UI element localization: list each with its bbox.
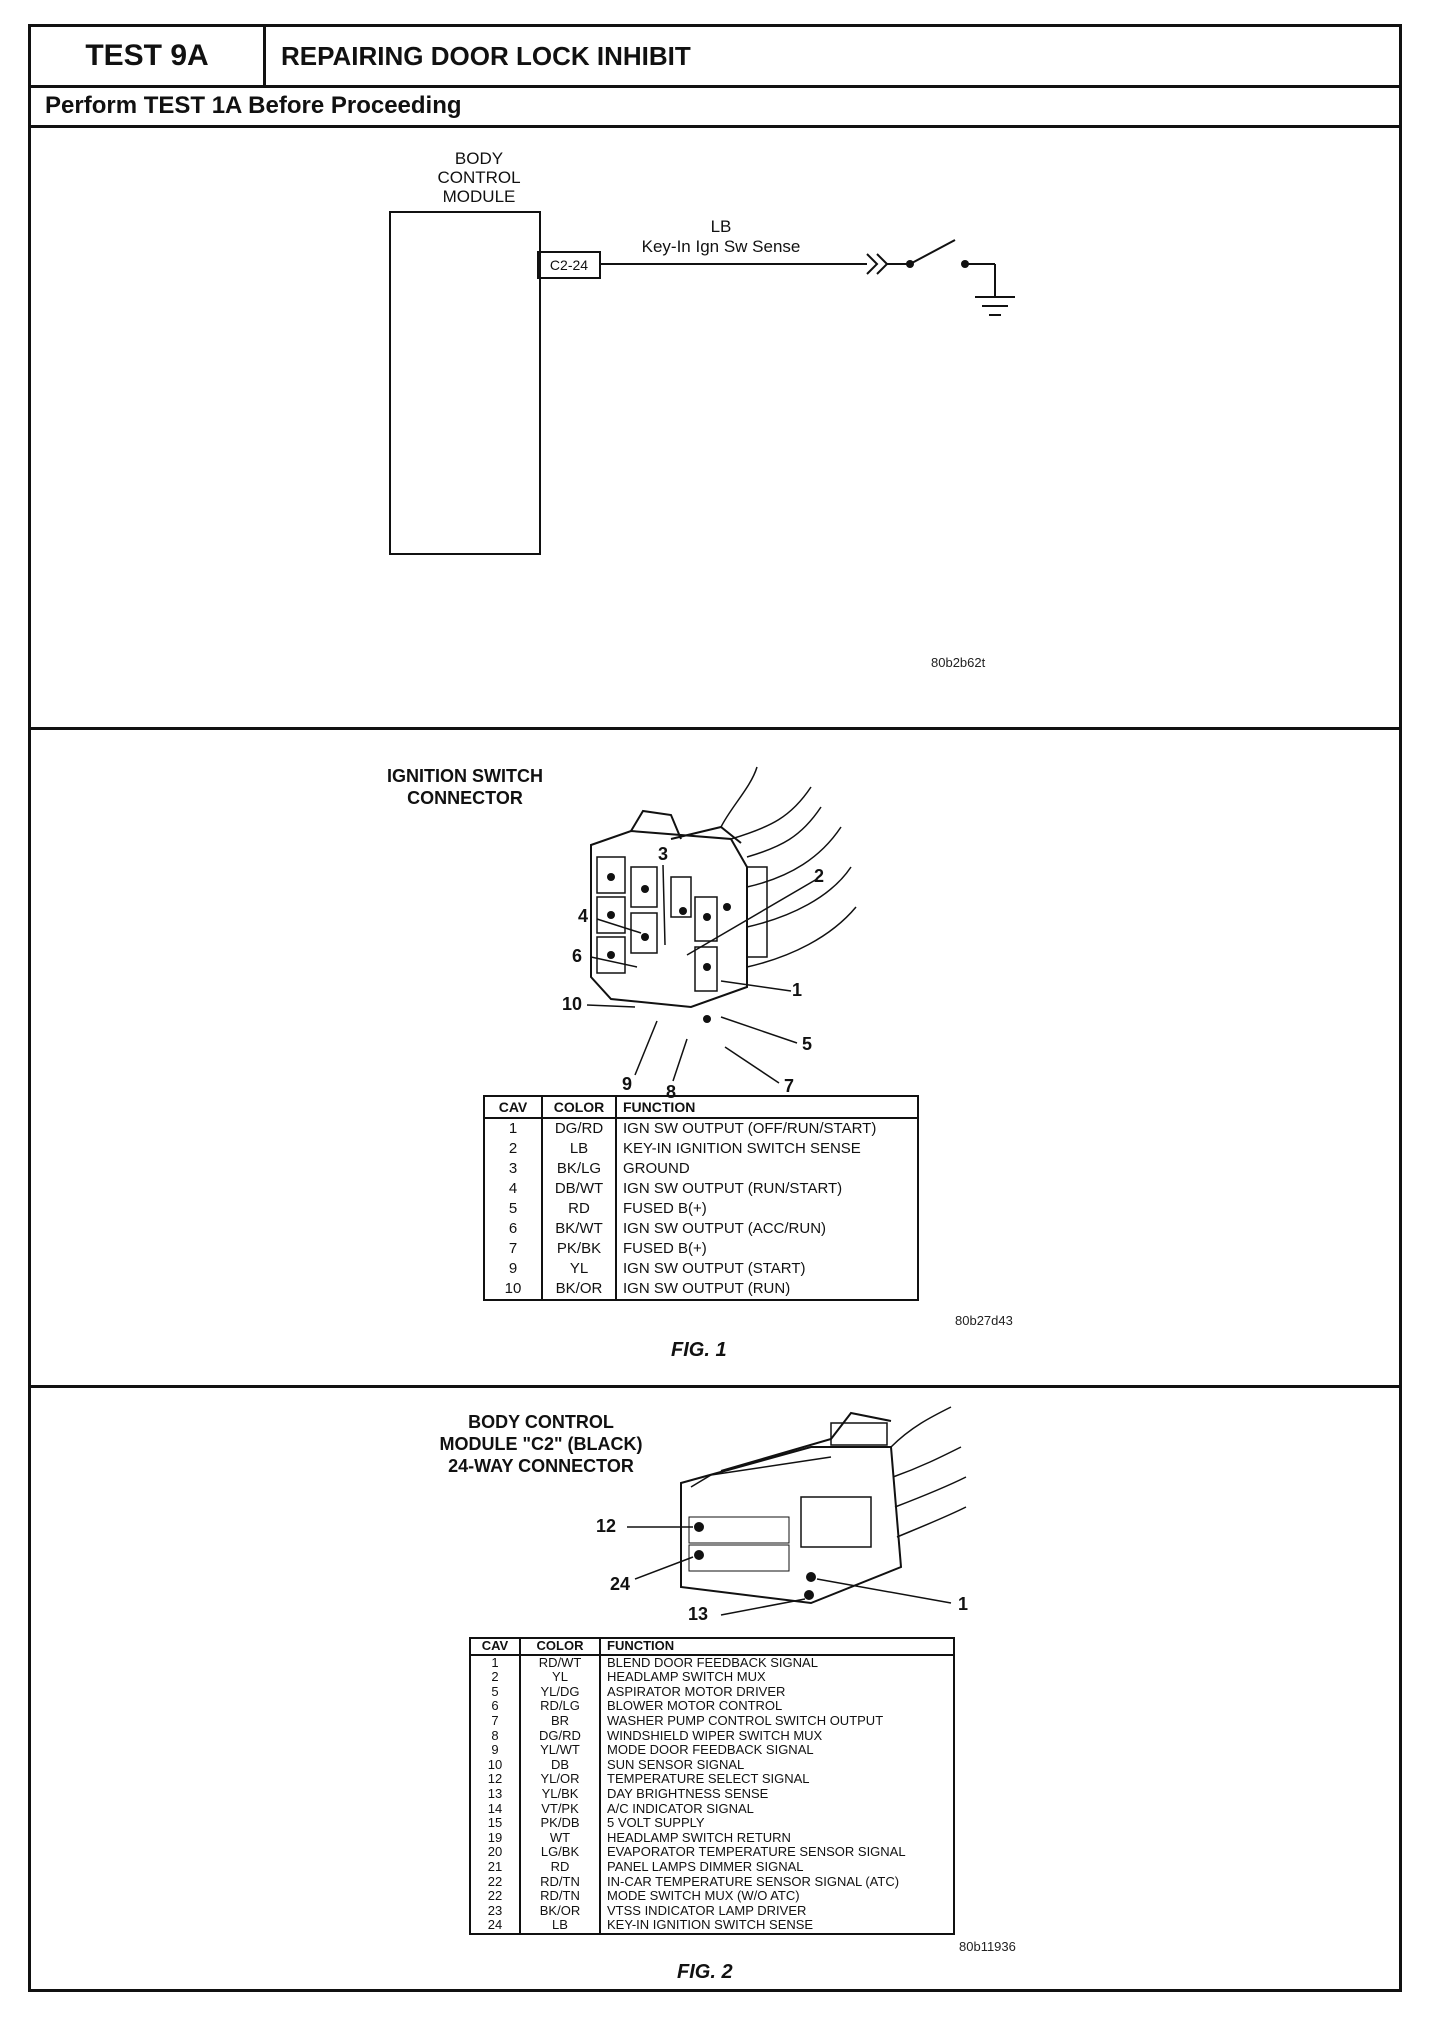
fig1-title: IGNITION SWITCH CONNECTOR (387, 766, 543, 808)
fig1-callout-9: 9 (621, 1074, 632, 1094)
cell-function: HEADLAMP SWITCH MUX (607, 1669, 766, 1685)
cell-cav: 1 (470, 1655, 520, 1671)
cell-color: PK/BK (542, 1239, 616, 1259)
table-row (470, 1875, 954, 1890)
cell-cav: 19 (470, 1831, 520, 1846)
cell-color: YL (520, 1670, 600, 1685)
col-color: COLOR (542, 1096, 616, 1118)
cell-cav: 6 (470, 1699, 520, 1714)
cell-color: YL/WT (520, 1743, 600, 1758)
cell-color: DB/WT (542, 1179, 616, 1199)
cell-function: KEY-IN IGNITION SWITCH SENSE (623, 1140, 861, 1157)
cell-function: PANEL LAMPS DIMMER SIGNAL (607, 1858, 804, 1874)
cell-cav: 5 (470, 1685, 520, 1700)
cell-color: RD/TN (520, 1889, 600, 1904)
cell-function: MODE DOOR FEEDBACK SIGNAL (607, 1742, 814, 1758)
cell-cav: 14 (470, 1802, 520, 1817)
col-function: FUNCTION (600, 1638, 954, 1655)
fig2-pin-table (469, 1637, 955, 1935)
table-row (470, 1685, 954, 1700)
cell-color: BK/OR (542, 1279, 616, 1300)
col-cav: CAV (470, 1638, 520, 1655)
fig1-callout-2: 2 (813, 866, 824, 886)
cell-cav: 12 (470, 1772, 520, 1787)
fig1-callout-1: 1 (791, 980, 802, 1000)
cell-function: 5 VOLT SUPPLY (607, 1815, 705, 1831)
table-row (470, 1816, 954, 1831)
cell-color: RD/LG (520, 1699, 600, 1714)
test-title: REPAIRING DOOR LOCK INHIBIT (281, 40, 691, 71)
cell-cav: 10 (484, 1279, 542, 1300)
cell-function: HEADLAMP SWITCH RETURN (607, 1829, 791, 1845)
cell-function: GROUND (623, 1160, 690, 1177)
cell-cav: 7 (470, 1714, 520, 1729)
table-row (470, 1729, 954, 1744)
cell-cav: 22 (470, 1889, 520, 1904)
table-row (470, 1889, 954, 1904)
table-row (470, 1699, 954, 1714)
cell-cav: 4 (484, 1179, 542, 1199)
fig2-callout-12: 12 (595, 1516, 617, 1536)
cell-function: BLEND DOOR FEEDBACK SIGNAL (607, 1654, 818, 1670)
cell-cav: 5 (484, 1199, 542, 1219)
cell-color: RD/WT (520, 1655, 600, 1671)
cell-function: DAY BRIGHTNESS SENSE (607, 1785, 769, 1801)
wire-color: LB (710, 217, 732, 236)
cell-color: BK/WT (542, 1219, 616, 1239)
test-id: TEST 9A (85, 39, 209, 72)
fig1-callout-3: 3 (657, 844, 668, 864)
cell-color: YL/BK (520, 1787, 600, 1802)
cell-cav: 20 (470, 1845, 520, 1860)
cell-function: FUSED B(+) (623, 1200, 707, 1217)
cell-color: DG/RD (542, 1118, 616, 1139)
cell-function: BLOWER MOTOR CONTROL (607, 1698, 783, 1714)
table-row (470, 1802, 954, 1817)
cell-color: LB (520, 1918, 600, 1934)
cell-function: EVAPORATOR TEMPERATURE SENSOR SIGNAL (607, 1844, 906, 1860)
cell-function: TEMPERATURE SELECT SIGNAL (607, 1771, 810, 1787)
cell-cav: 10 (470, 1758, 520, 1773)
table-row (470, 1831, 954, 1846)
cell-cav: 15 (470, 1816, 520, 1831)
fig2-title: BODY CONTROL MODULE "C2" (BLACK) 24-WAY CONNECTOR (439, 1412, 643, 1476)
cell-function: MODE SWITCH MUX (W/O ATC) (607, 1888, 800, 1904)
cell-cav: 2 (470, 1670, 520, 1685)
fig2-callout-24: 24 (609, 1574, 631, 1594)
prerequisite-note: Perform TEST 1A Before Proceeding (45, 92, 462, 119)
schematic-image-code: 80b2b62t (931, 655, 986, 670)
cell-function: IGN SW OUTPUT (ACC/RUN) (623, 1220, 827, 1237)
cell-cav: 8 (470, 1729, 520, 1744)
cell-function: KEY-IN IGNITION SWITCH SENSE (607, 1917, 814, 1933)
cell-cav: 7 (484, 1239, 542, 1259)
cell-color: BK/OR (520, 1904, 600, 1919)
table-header-row (470, 1638, 954, 1655)
cell-cav: 21 (470, 1860, 520, 1875)
cell-cav: 13 (470, 1787, 520, 1802)
fig1-callout-5: 5 (801, 1034, 812, 1054)
cell-color: YL/OR (520, 1772, 600, 1787)
cell-function: VTSS INDICATOR LAMP DRIVER (607, 1902, 807, 1918)
cell-color: WT (520, 1831, 600, 1846)
cell-cav: 2 (484, 1139, 542, 1159)
table-row (470, 1714, 954, 1729)
cell-color: DG/RD (520, 1729, 600, 1744)
cell-color: YL/DG (520, 1685, 600, 1700)
cell-color: LB (542, 1139, 616, 1159)
circuit-name: Key-In Ign Sw Sense (641, 237, 801, 256)
cell-function: WINDSHIELD WIPER SWITCH MUX (607, 1727, 823, 1743)
cell-color: RD (520, 1860, 600, 1875)
fig1-callout-10: 10 (561, 994, 583, 1014)
cell-cav: 9 (484, 1259, 542, 1279)
table-row (470, 1655, 954, 1671)
fig1-caption: FIG. 1 (671, 1339, 727, 1361)
table-row (470, 1743, 954, 1758)
page-frame (28, 24, 1402, 1992)
table-row (470, 1670, 954, 1685)
cell-color: RD (542, 1199, 616, 1219)
cell-function: IGN SW OUTPUT (RUN/START) (623, 1180, 843, 1197)
cell-color: LG/BK (520, 1845, 600, 1860)
cell-color: BR (520, 1714, 600, 1729)
cell-color: PK/DB (520, 1816, 600, 1831)
col-cav: CAV (484, 1096, 542, 1118)
cell-function: IGN SW OUTPUT (RUN) (623, 1280, 791, 1297)
cell-color: YL (542, 1259, 616, 1279)
fig2-callout-1: 1 (957, 1594, 968, 1614)
table-row (470, 1860, 954, 1875)
cell-color: BK/LG (542, 1159, 616, 1179)
table-row (470, 1758, 954, 1773)
table-row (470, 1904, 954, 1919)
cell-function: WASHER PUMP CONTROL SWITCH OUTPUT (607, 1712, 884, 1728)
module-label: BODY CONTROL MODULE (437, 149, 521, 206)
table-row (470, 1772, 954, 1787)
cell-color: RD/TN (520, 1875, 600, 1890)
fig2-caption: FIG. 2 (677, 1961, 733, 1983)
cell-function: IGN SW OUTPUT (OFF/RUN/START) (623, 1120, 877, 1137)
fig2-image-code: 80b11936 (959, 1939, 1016, 1954)
cell-function: IN-CAR TEMPERATURE SENSOR SIGNAL (ATC) (607, 1873, 900, 1889)
col-color: COLOR (520, 1638, 600, 1655)
table-row (470, 1845, 954, 1860)
cell-cav: 24 (470, 1918, 520, 1934)
col-function: FUNCTION (616, 1096, 918, 1118)
cell-cav: 3 (484, 1159, 542, 1179)
cell-function: IGN SW OUTPUT (START) (623, 1260, 806, 1277)
cell-function: ASPIRATOR MOTOR DRIVER (607, 1683, 786, 1699)
cell-function: A/C INDICATOR SIGNAL (607, 1800, 754, 1816)
cell-color: DB (520, 1758, 600, 1773)
cell-color: VT/PK (520, 1802, 600, 1817)
cell-cav: 1 (484, 1118, 542, 1139)
cell-cav: 22 (470, 1875, 520, 1890)
fig1-callout-8: 8 (665, 1082, 676, 1102)
fig1-callout-4: 4 (577, 906, 588, 926)
fig2-callout-13: 13 (687, 1604, 709, 1624)
fig1-callout-6: 6 (571, 946, 582, 966)
cell-cav: 9 (470, 1743, 520, 1758)
fig1-image-code: 80b27d43 (955, 1313, 1013, 1328)
connector-pin-box: C2-24 (537, 251, 601, 279)
table-row (470, 1787, 954, 1802)
cell-cav: 6 (484, 1219, 542, 1239)
fig1-callout-7: 7 (783, 1076, 794, 1096)
table-row (470, 1918, 954, 1934)
cell-function: SUN SENSOR SIGNAL (607, 1756, 745, 1772)
cell-cav: 23 (470, 1904, 520, 1919)
cell-function: FUSED B(+) (623, 1240, 707, 1257)
